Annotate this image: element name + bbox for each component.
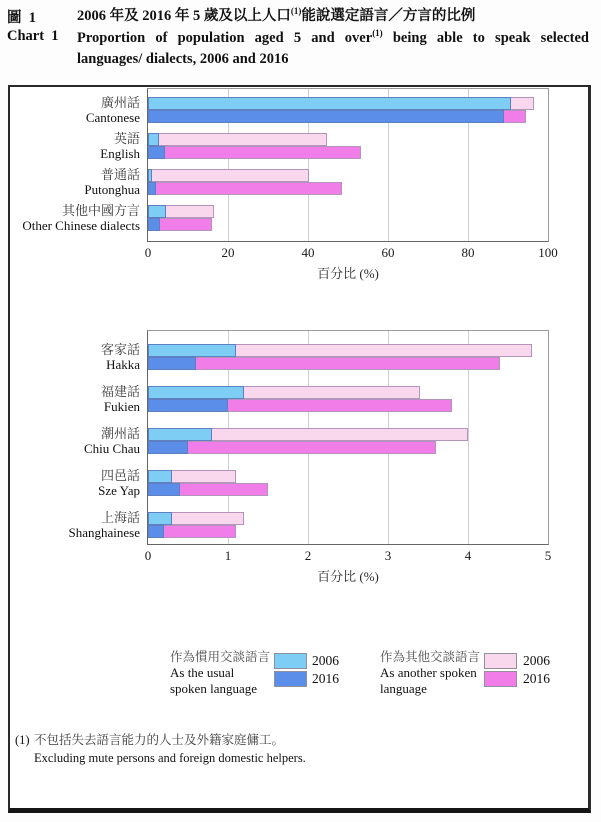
bar-english-2016-another	[148, 146, 361, 159]
footnote-ref-en: (1)	[372, 28, 383, 39]
bar-chiu-chau-2016-another	[148, 441, 436, 454]
bar-hakka-2016-usual	[148, 357, 196, 370]
category-label-putonghua	[12, 167, 140, 197]
x-tick-5: 5	[544, 548, 552, 563]
category-label-en-chiu-chau: Chiu Chau	[84, 441, 140, 456]
footnote-text-en: Excluding mute persons and foreign domestic helpers.	[34, 751, 306, 765]
category-label-sze-yap	[12, 468, 140, 498]
figure-frame	[8, 85, 591, 813]
x-tick-40: 40	[301, 245, 315, 260]
x-tick-0: 0	[144, 245, 152, 260]
category-label-zh-other-chinese-dialects: 其他中國方言	[61, 203, 140, 218]
category-label-english	[12, 131, 140, 161]
legend-year-another-2016: 2016	[523, 671, 550, 686]
category-label-chiu-chau	[12, 426, 140, 456]
x-axis-label: 百分比 (%)	[317, 569, 379, 584]
bar-english-2006-another	[148, 133, 327, 146]
bar-putonghua-2006-another	[148, 169, 309, 182]
legend-year-usual-2016: 2016	[312, 671, 339, 686]
category-label-zh-fukien: 福建話	[100, 384, 140, 399]
legend-swatch-another-2016	[484, 671, 517, 687]
category-label-zh-english: 英語	[113, 131, 140, 146]
legend-swatch-usual-2006	[274, 653, 307, 669]
bar-chiu-chau-2006-usual	[148, 428, 212, 441]
bar-shanghainese-2006-usual	[148, 512, 172, 525]
plot-dialects	[68, 330, 552, 584]
figure-number-zh: 圖 1	[7, 10, 36, 26]
bar-putonghua-2016-another	[148, 182, 342, 195]
bar-english-2016-usual	[148, 146, 165, 159]
footnote-text-zh: 不包括失去語言能力的人士及外籍家庭傭工。	[34, 733, 285, 747]
bar-other-chinese-dialects-2006-usual	[148, 205, 166, 218]
bar-shanghainese-2016-usual	[148, 525, 164, 538]
bar-cantonese-2016-usual	[148, 110, 504, 123]
x-tick-100: 100	[538, 245, 558, 260]
chart-title-en-line2: languages/ dialects, 2006 and 2016	[77, 51, 289, 67]
figure-number-en: Chart 1	[7, 28, 59, 44]
category-label-en-sze-yap: Sze Yap	[98, 483, 140, 498]
category-label-en-hakka: Hakka	[106, 357, 140, 372]
category-label-shanghainese	[12, 510, 140, 540]
x-tick-4: 4	[464, 548, 472, 563]
category-label-zh-hakka: 客家話	[100, 342, 140, 357]
chart-title-en-line1: Proportion of population aged 5 and over$^{(1)}$ being able to speak selected	[77, 28, 589, 46]
category-label-zh-cantonese: 廣州話	[100, 95, 140, 110]
footnote-marker: (1)	[15, 733, 30, 747]
bar-sze-yap-2016-usual	[148, 483, 180, 496]
legend-year-usual-2006: 2006	[312, 653, 339, 668]
bar-cantonese-2006-usual	[148, 97, 511, 110]
x-tick-2: 2	[304, 548, 312, 563]
bar-fukien-2006-usual	[148, 386, 244, 399]
category-label-en-shanghainese: Shanghainese	[68, 525, 140, 540]
category-label-hakka	[12, 342, 140, 372]
category-label-en-putonghua: Putonghua	[84, 182, 140, 197]
legend-usual-labels: 作為慣用交談語言 As the usual spoken language	[170, 650, 271, 696]
bar-hakka-2006-usual	[148, 344, 236, 357]
legend-swatch-another-2006	[484, 653, 517, 669]
x-tick-80: 80	[461, 245, 475, 260]
chart-title-zh: 2006 年及 2016 年 5 歲及以上人口$^{(1)}$能說選定語言／方言的比例	[77, 6, 476, 24]
bar-sze-yap-2006-usual	[148, 470, 172, 483]
x-tick-60: 60	[381, 245, 395, 260]
x-tick-20: 20	[221, 245, 235, 260]
category-label-en-cantonese: Cantonese	[85, 110, 140, 125]
category-label-cantonese	[12, 95, 140, 125]
category-label-en-english: English	[100, 146, 140, 161]
category-label-other-chinese-dialects	[12, 203, 140, 233]
category-label-zh-putonghua: 普通話	[100, 167, 140, 182]
legend-swatch-usual-2016	[274, 671, 307, 687]
legend-another-labels: 作為其他交談語言 As another spoken language	[380, 650, 481, 696]
category-label-zh-chiu-chau: 潮州話	[100, 426, 140, 441]
bar-english-2006-usual	[148, 133, 159, 146]
category-label-en-other-chinese-dialects: Other Chinese dialects	[22, 218, 140, 233]
footnote-ref-zh: (1)	[290, 6, 302, 17]
bar-chiu-chau-2016-usual	[148, 441, 188, 454]
x-tick-1: 1	[224, 548, 232, 563]
plot-languages	[22, 88, 558, 281]
category-label-zh-sze-yap: 四邑話	[100, 468, 140, 483]
x-tick-0: 0	[144, 548, 152, 563]
category-label-fukien	[12, 384, 140, 414]
bar-other-chinese-dialects-2016-usual	[148, 218, 160, 231]
legend-year-another-2006: 2006	[523, 653, 550, 668]
footnote	[10, 731, 580, 771]
x-axis-label: 百分比 (%)	[317, 266, 379, 281]
bar-putonghua-2006-usual	[148, 169, 152, 182]
x-tick-3: 3	[384, 548, 392, 563]
category-label-en-fukien: Fukien	[103, 399, 140, 414]
bar-fukien-2016-usual	[148, 399, 228, 412]
bar-putonghua-2016-usual	[148, 182, 156, 195]
bar-hakka-2016-another	[148, 357, 500, 370]
category-label-zh-shanghainese: 上海話	[100, 510, 140, 525]
